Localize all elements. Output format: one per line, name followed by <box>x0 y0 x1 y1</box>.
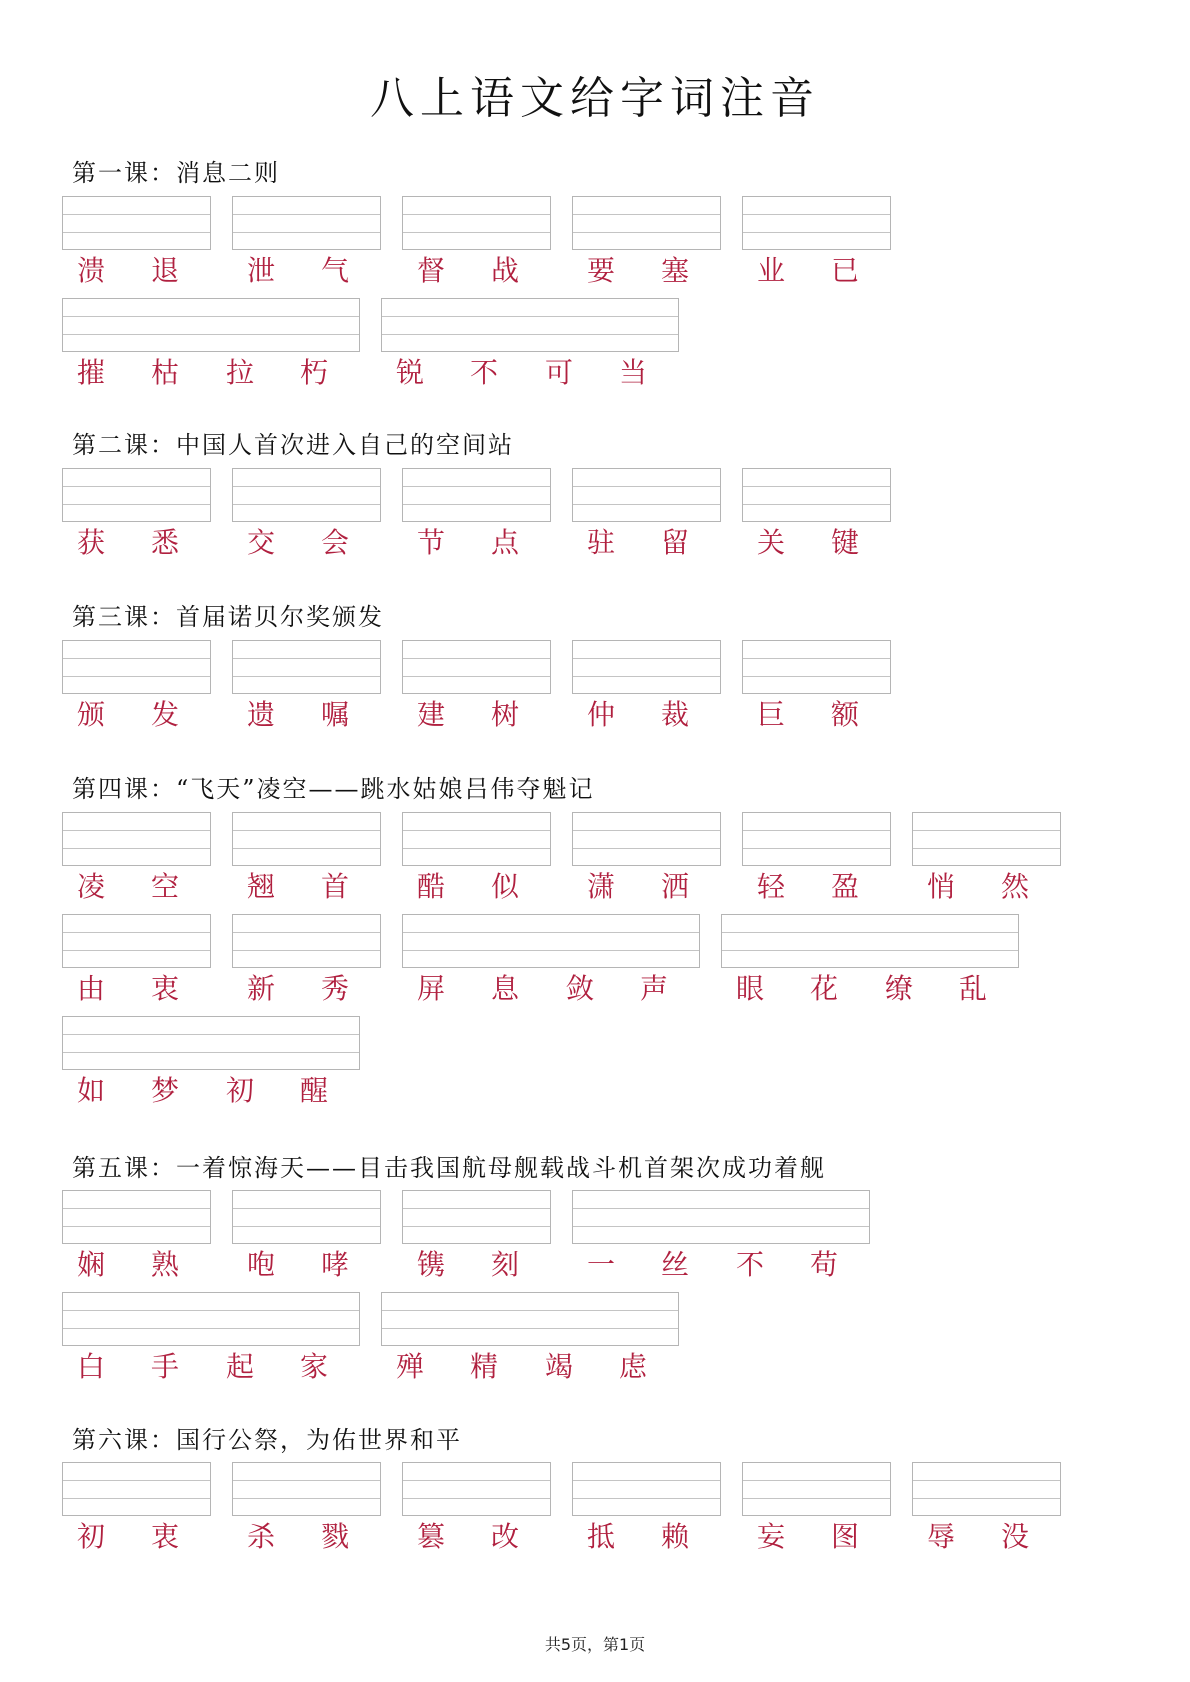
word-item <box>232 914 381 1014</box>
hanzi-character: 熟 <box>150 1248 179 1281</box>
hanzi-character: 竭 <box>544 1350 573 1383</box>
lesson-heading: 第四课：“飞天”凌空——跳水姑娘吕伟夺魁记 <box>72 775 595 803</box>
word-item <box>232 196 381 296</box>
word-item <box>742 468 891 568</box>
hanzi-character: 会 <box>320 526 349 559</box>
pinyin-writing-lines[interactable] <box>62 298 360 352</box>
hanzi-character: 梦 <box>150 1074 179 1107</box>
hanzi-character: 督 <box>416 254 445 287</box>
hanzi-character: 战 <box>490 254 519 287</box>
word-item <box>402 1462 551 1562</box>
word-item <box>62 812 211 912</box>
word-item <box>402 640 551 740</box>
pinyin-writing-lines[interactable] <box>572 1190 870 1244</box>
hanzi-character: 颁 <box>76 698 105 731</box>
hanzi-character: 如 <box>76 1074 105 1107</box>
hanzi-character: 杀 <box>246 1520 275 1553</box>
hanzi-character: 枯 <box>150 356 179 389</box>
hanzi-character: 醒 <box>299 1074 328 1107</box>
word-item <box>721 914 1019 1014</box>
lesson-heading: 第三课：首届诺贝尔奖颁发 <box>72 603 384 631</box>
pinyin-writing-lines[interactable] <box>62 1462 211 1516</box>
pinyin-writing-lines[interactable] <box>572 640 721 694</box>
hanzi-character: 抵 <box>586 1520 615 1553</box>
word-item <box>402 468 551 568</box>
pinyin-writing-lines[interactable] <box>402 914 700 968</box>
pinyin-writing-lines[interactable] <box>232 914 381 968</box>
hanzi-character: 轻 <box>756 870 785 903</box>
word-item <box>62 298 360 398</box>
hanzi-character: 交 <box>246 526 275 559</box>
hanzi-character: 花 <box>809 972 838 1005</box>
hanzi-character: 裁 <box>660 698 689 731</box>
hanzi-character: 洒 <box>660 870 689 903</box>
word-item <box>62 196 211 296</box>
hanzi-character: 乱 <box>958 972 987 1005</box>
hanzi-character: 可 <box>544 356 573 389</box>
hanzi-character: 不 <box>735 1248 764 1281</box>
hanzi-character: 发 <box>150 698 179 731</box>
hanzi-character: 已 <box>830 254 859 287</box>
word-item <box>572 196 721 296</box>
word-item <box>62 1016 360 1116</box>
hanzi-character: 起 <box>225 1350 254 1383</box>
pinyin-writing-lines[interactable] <box>402 196 551 250</box>
hanzi-character: 苟 <box>809 1248 838 1281</box>
hanzi-character: 不 <box>469 356 498 389</box>
hanzi-character: 获 <box>76 526 105 559</box>
hanzi-character: 建 <box>416 698 445 731</box>
hanzi-character: 锐 <box>395 356 424 389</box>
hanzi-character: 翘 <box>246 870 275 903</box>
hanzi-character: 要 <box>586 254 615 287</box>
hanzi-character: 戮 <box>320 1520 349 1553</box>
pinyin-writing-lines[interactable] <box>232 196 381 250</box>
word-item <box>232 640 381 740</box>
word-item <box>912 812 1061 912</box>
hanzi-character: 气 <box>320 254 349 287</box>
word-item <box>572 1190 870 1290</box>
hanzi-character: 留 <box>660 526 689 559</box>
pinyin-writing-lines[interactable] <box>232 1190 381 1244</box>
hanzi-character: 然 <box>1000 870 1029 903</box>
word-item <box>62 1292 360 1392</box>
word-item <box>381 298 679 398</box>
pinyin-writing-lines[interactable] <box>402 468 551 522</box>
hanzi-character: 手 <box>150 1350 179 1383</box>
hanzi-character: 白 <box>76 1350 105 1383</box>
pinyin-writing-lines[interactable] <box>381 298 679 352</box>
hanzi-character: 盈 <box>830 870 859 903</box>
pinyin-writing-lines[interactable] <box>232 812 381 866</box>
hanzi-character: 溃 <box>76 254 105 287</box>
pinyin-writing-lines[interactable] <box>402 812 551 866</box>
hanzi-character: 图 <box>830 1520 859 1553</box>
hanzi-character: 咆 <box>246 1248 275 1281</box>
hanzi-character: 屏 <box>416 972 445 1005</box>
pinyin-writing-lines[interactable] <box>62 1190 211 1244</box>
pinyin-writing-lines[interactable] <box>742 196 891 250</box>
page-title: 八上语文给字词注音 <box>370 73 820 124</box>
hanzi-character: 镌 <box>416 1248 445 1281</box>
pinyin-writing-lines[interactable] <box>62 468 211 522</box>
word-item <box>572 640 721 740</box>
word-item <box>742 196 891 296</box>
hanzi-character: 一 <box>586 1248 615 1281</box>
word-item <box>62 468 211 568</box>
hanzi-character: 改 <box>490 1520 519 1553</box>
hanzi-character: 赖 <box>660 1520 689 1553</box>
pinyin-writing-lines[interactable] <box>402 640 551 694</box>
pinyin-writing-lines[interactable] <box>62 1016 360 1070</box>
word-item <box>742 812 891 912</box>
word-item <box>232 812 381 912</box>
lesson-heading: 第二课：中国人首次进入自己的空间站 <box>72 431 514 459</box>
word-item <box>62 1190 211 1290</box>
hanzi-character: 拉 <box>225 356 254 389</box>
hanzi-character: 树 <box>490 698 519 731</box>
hanzi-character: 初 <box>76 1520 105 1553</box>
word-item <box>232 468 381 568</box>
hanzi-character: 似 <box>490 870 519 903</box>
hanzi-character: 衷 <box>150 972 179 1005</box>
hanzi-character: 精 <box>469 1350 498 1383</box>
word-item <box>572 812 721 912</box>
pinyin-writing-lines[interactable] <box>742 812 891 866</box>
word-item <box>232 1190 381 1290</box>
pinyin-writing-lines[interactable] <box>381 1292 679 1346</box>
pinyin-writing-lines[interactable] <box>232 1462 381 1516</box>
word-item <box>572 1462 721 1562</box>
word-item <box>62 1462 211 1562</box>
hanzi-character: 潇 <box>586 870 615 903</box>
hanzi-character: 关 <box>756 526 785 559</box>
hanzi-character: 刻 <box>490 1248 519 1281</box>
word-item <box>402 196 551 296</box>
pinyin-writing-lines[interactable] <box>402 1462 551 1516</box>
hanzi-character: 驻 <box>586 526 615 559</box>
hanzi-character: 妄 <box>756 1520 785 1553</box>
pinyin-writing-lines[interactable] <box>62 812 211 866</box>
pinyin-writing-lines[interactable] <box>742 1462 891 1516</box>
pinyin-writing-lines[interactable] <box>572 196 721 250</box>
pinyin-writing-lines[interactable] <box>232 468 381 522</box>
hanzi-character: 悉 <box>150 526 179 559</box>
hanzi-character: 额 <box>830 698 859 731</box>
hanzi-character: 凌 <box>76 870 105 903</box>
pinyin-writing-lines[interactable] <box>912 1462 1061 1516</box>
hanzi-character: 首 <box>320 870 349 903</box>
hanzi-character: 巨 <box>756 698 785 731</box>
hanzi-character: 丝 <box>660 1248 689 1281</box>
hanzi-character: 息 <box>490 972 519 1005</box>
hanzi-character: 遗 <box>246 698 275 731</box>
pinyin-writing-lines[interactable] <box>572 1462 721 1516</box>
hanzi-character: 声 <box>639 972 668 1005</box>
hanzi-character: 家 <box>299 1350 328 1383</box>
hanzi-character: 篡 <box>416 1520 445 1553</box>
hanzi-character: 悄 <box>926 870 955 903</box>
hanzi-character: 摧 <box>76 356 105 389</box>
word-item <box>62 914 211 1014</box>
word-item <box>402 1190 551 1290</box>
hanzi-character: 嘱 <box>320 698 349 731</box>
pinyin-writing-lines[interactable] <box>912 812 1061 866</box>
hanzi-character: 由 <box>76 972 105 1005</box>
pinyin-writing-lines[interactable] <box>62 914 211 968</box>
pinyin-writing-lines[interactable] <box>721 914 1019 968</box>
hanzi-character: 朽 <box>299 356 328 389</box>
word-item <box>402 914 700 1014</box>
pinyin-writing-lines[interactable] <box>62 1292 360 1346</box>
word-item <box>402 812 551 912</box>
lesson-heading: 第六课：国行公祭，为佑世界和平 <box>72 1426 462 1454</box>
word-item <box>912 1462 1061 1562</box>
hanzi-character: 辱 <box>926 1520 955 1553</box>
hanzi-character: 哮 <box>320 1248 349 1281</box>
hanzi-character: 键 <box>830 526 859 559</box>
hanzi-character: 虑 <box>618 1350 647 1383</box>
pinyin-writing-lines[interactable] <box>402 1190 551 1244</box>
hanzi-character: 泄 <box>246 254 275 287</box>
hanzi-character: 初 <box>225 1074 254 1107</box>
pinyin-writing-lines[interactable] <box>62 196 211 250</box>
hanzi-character: 塞 <box>660 254 689 287</box>
lesson-heading: 第五课：一着惊海天——目击我国航母舰载战斗机首架次成功着舰 <box>72 1154 826 1182</box>
hanzi-character: 殚 <box>395 1350 424 1383</box>
word-item <box>232 1462 381 1562</box>
pinyin-writing-lines[interactable] <box>572 812 721 866</box>
hanzi-character: 衷 <box>150 1520 179 1553</box>
hanzi-character: 当 <box>618 356 647 389</box>
hanzi-character: 退 <box>150 254 179 287</box>
hanzi-character: 仲 <box>586 698 615 731</box>
hanzi-character: 点 <box>490 526 519 559</box>
hanzi-character: 空 <box>150 870 179 903</box>
word-item <box>742 640 891 740</box>
hanzi-character: 缭 <box>884 972 913 1005</box>
hanzi-character: 节 <box>416 526 445 559</box>
hanzi-character: 没 <box>1000 1520 1029 1553</box>
pinyin-writing-lines[interactable] <box>742 640 891 694</box>
word-item <box>572 468 721 568</box>
pinyin-writing-lines[interactable] <box>62 640 211 694</box>
hanzi-character: 娴 <box>76 1248 105 1281</box>
hanzi-character: 业 <box>756 254 785 287</box>
word-item <box>742 1462 891 1562</box>
hanzi-character: 敛 <box>565 972 594 1005</box>
page-footer: 共5页，第1页 <box>544 1635 646 1654</box>
hanzi-character: 新 <box>246 972 275 1005</box>
hanzi-character: 酷 <box>416 870 445 903</box>
word-item <box>62 640 211 740</box>
pinyin-writing-lines[interactable] <box>742 468 891 522</box>
pinyin-writing-lines[interactable] <box>232 640 381 694</box>
word-item <box>381 1292 679 1392</box>
pinyin-writing-lines[interactable] <box>572 468 721 522</box>
hanzi-character: 眼 <box>735 972 764 1005</box>
lesson-heading: 第一课：消息二则 <box>72 159 280 187</box>
hanzi-character: 秀 <box>320 972 349 1005</box>
